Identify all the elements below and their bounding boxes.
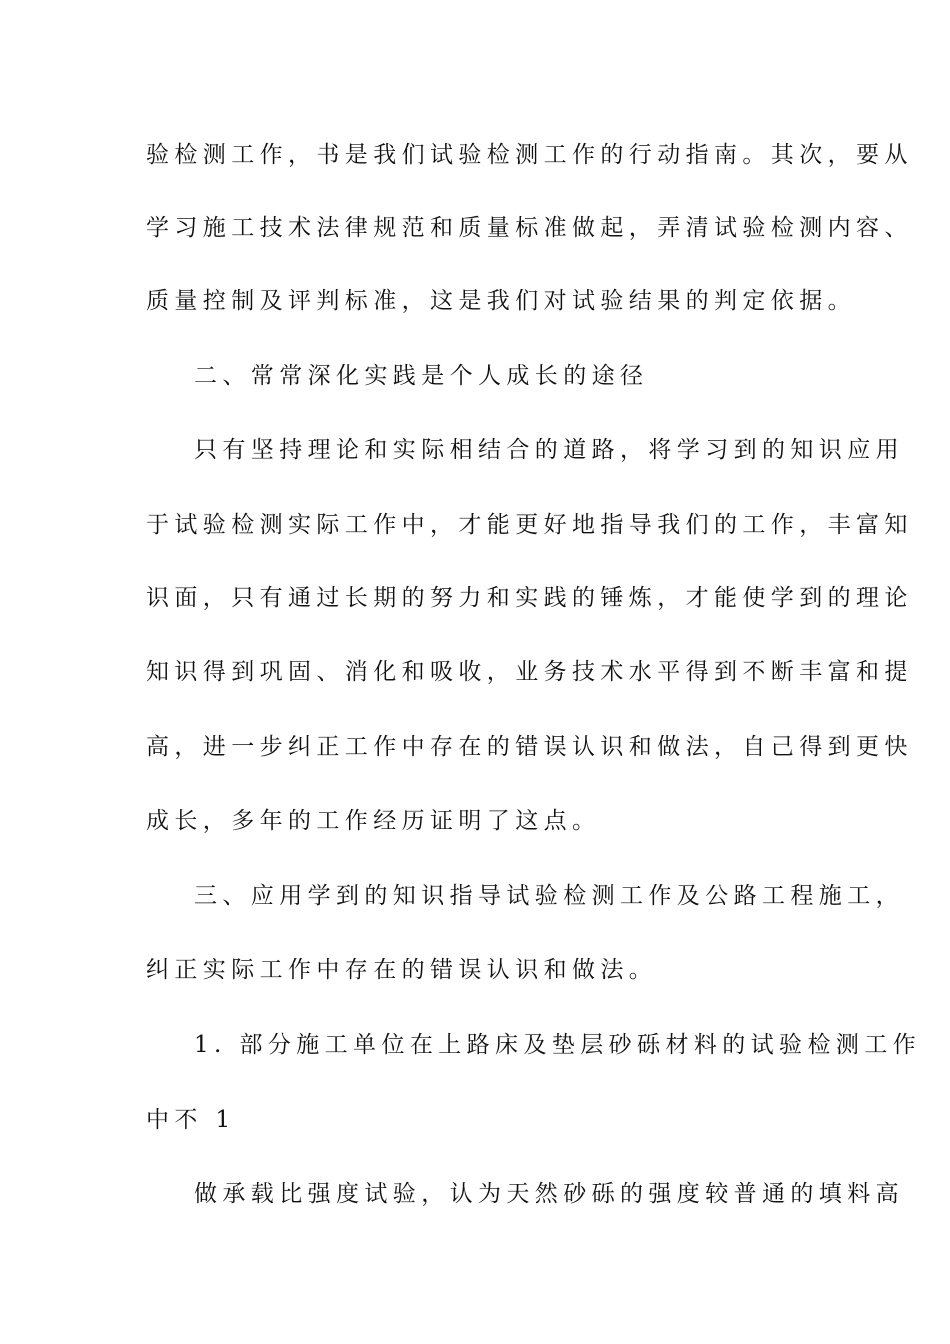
paragraph-line: 做承载比强度试验，认为天然砂砾的强度较普通的填料高 bbox=[194, 1181, 904, 1207]
paragraph-line: 于试验检测实际工作中，才能更好地指导我们的工作，丰富知 bbox=[146, 512, 913, 538]
paragraph-line: 只有坚持理论和实际相结合的道路，将学习到的知识应用 bbox=[194, 437, 904, 463]
list-item: 1. 部分施工单位在上路床及垫层砂砾材料的试验检测工作 bbox=[194, 1032, 922, 1058]
section-heading: 二、常常深化实践是个人成长的途径 bbox=[194, 363, 649, 389]
paragraph-line: 成长，多年的工作经历证明了这点。 bbox=[146, 808, 601, 834]
paragraph-line: 知识得到巩固、消化和吸收，业务技术水平得到不断丰富和提 bbox=[146, 659, 913, 685]
section-heading: 三、应用学到的知识指导试验检测工作及公路工程施工， bbox=[194, 883, 904, 909]
paragraph-line: 质量控制及评判标准，这是我们对试验结果的判定依据。 bbox=[146, 288, 856, 314]
paragraph-line: 学习施工技术法律规范和质量标准做起，弄清试验检测内容、 bbox=[146, 215, 913, 241]
paragraph-line: 纠正实际工作中存在的错误认识和做法。 bbox=[146, 957, 658, 983]
paragraph-line: 验检测工作，书是我们试验检测工作的行动指南。其次，要从 bbox=[146, 142, 913, 168]
paragraph-line: 高，进一步纠正工作中存在的错误认识和做法，自己得到更快 bbox=[146, 734, 913, 760]
paragraph-line: 识面，只有通过长期的努力和实践的锤炼，才能使学到的理论 bbox=[146, 585, 913, 611]
paragraph-line: 中不 1 bbox=[146, 1107, 236, 1133]
